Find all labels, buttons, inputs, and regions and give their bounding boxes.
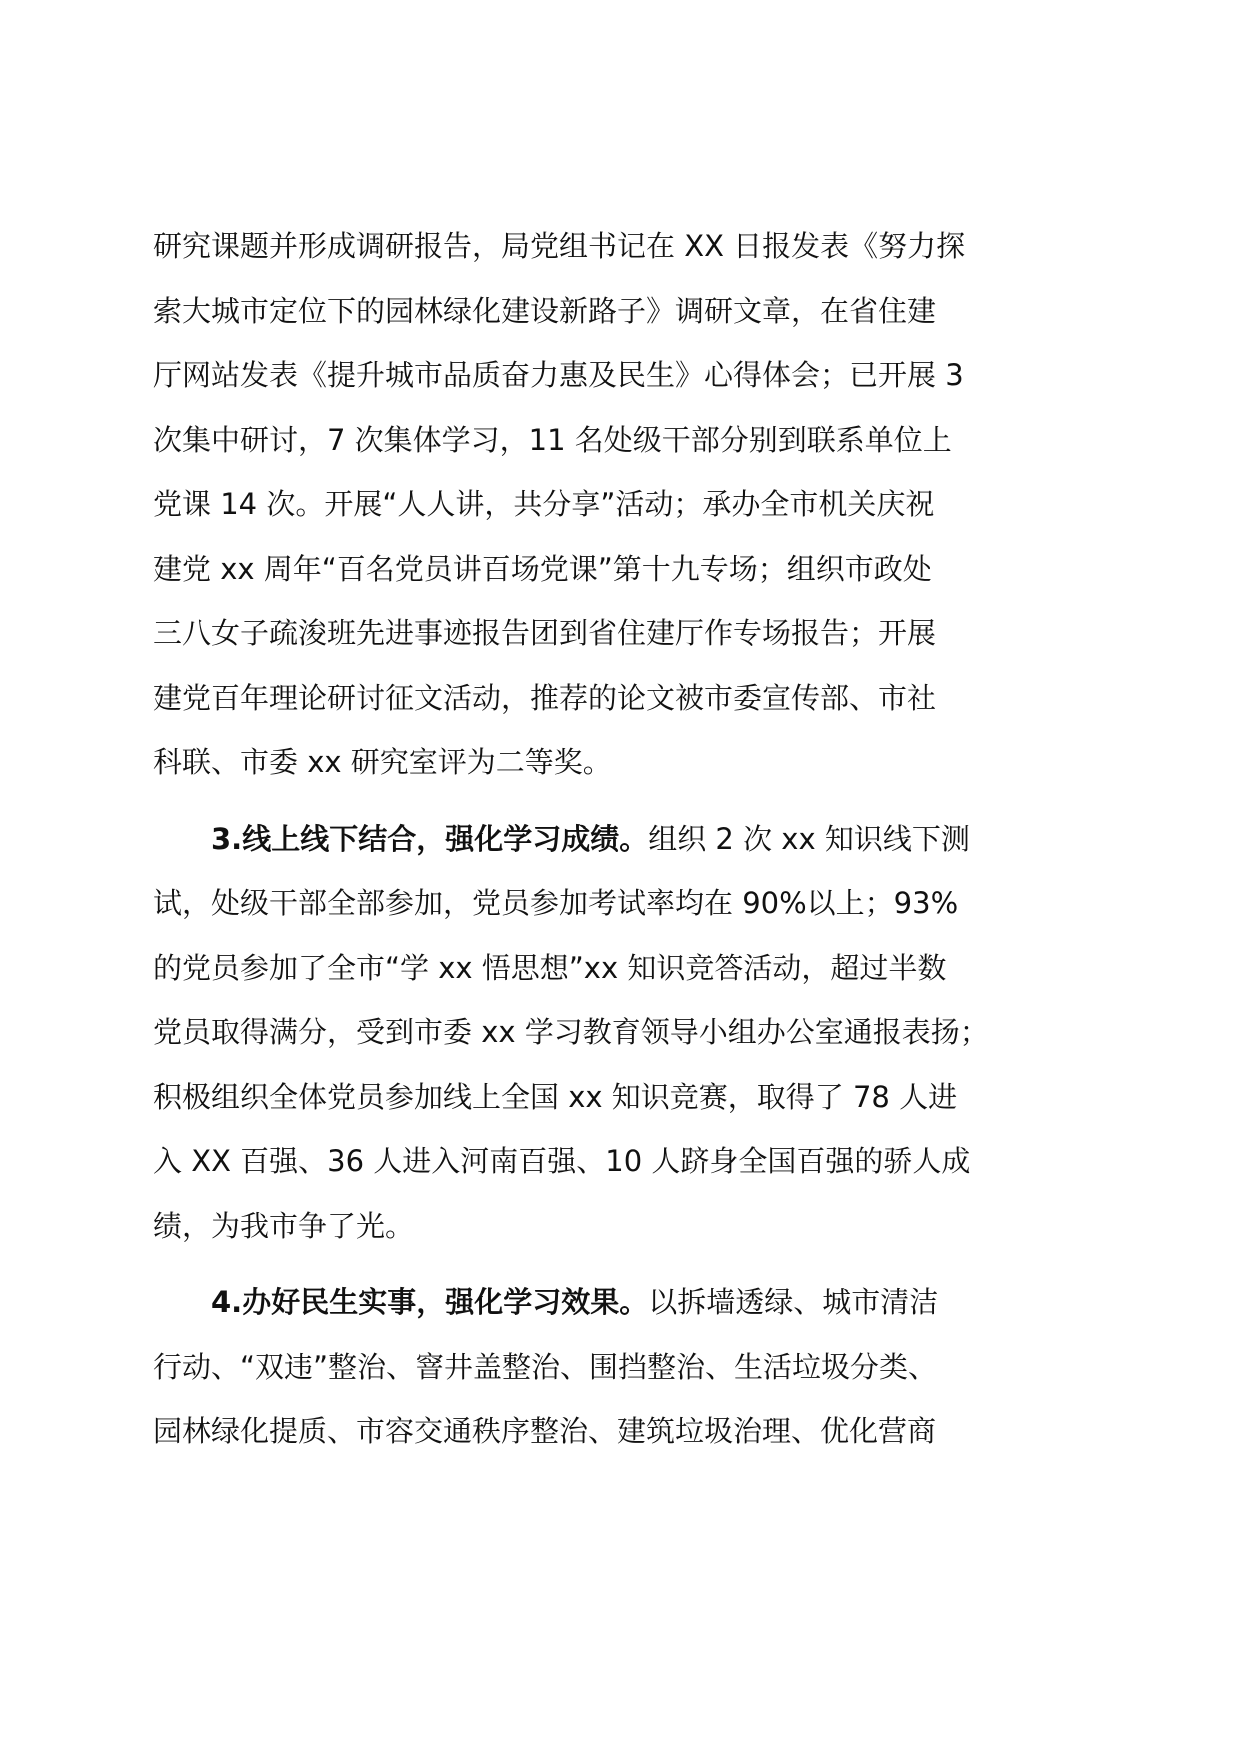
paragraph-line: 入 XX 百强、36 人进入河南百强、10 人跻身全国百强的骄人成 [153,1144,971,1178]
paragraph-first-line [153,807,1093,872]
document-body [153,214,1093,1464]
heading-trailing-text: 组织 2 次 xx 知识线下测 [648,821,970,856]
paragraph-gap [153,795,1093,807]
paragraph-line: 建党 xx 周年“百名党员讲百场党课”第十九专场；组织市政处 [153,551,932,586]
paragraph-line: 试，处级干部全部参加，党员参加考试率均在 90%以上；93% [153,886,959,920]
paragraph-line: 绩，为我市争了光。 [153,1208,415,1243]
paragraph-line: 党课 14 次。开展“人人讲，共分享”活动；承办全市机关庆祝 [153,487,935,521]
paragraph-line: 三八女子疏浚班先进事迹报告团到省住建厅作专场报告；开展 [153,616,937,650]
section-heading-4: 4.办好民生实事，强化学习效果。 [211,1285,649,1319]
paragraph-line: 索大城市定位下的园林绿化建设新路子》调研文章，在省住建 [153,293,937,328]
paragraph-line: 建党百年理论研讨征文活动，推荐的论文被市委宣传部、市社 [153,680,937,715]
paragraph-1 [153,214,1093,795]
section-heading-3: 3.线上线下结合，强化学习成绩。 [211,821,649,856]
paragraph-gap [153,1258,1093,1270]
paragraph-line: 次集中研讨，7 次集体学习，11 名处级干部分别到联系单位上 [153,422,952,457]
paragraph-line: 党员取得满分，受到市委 xx 学习教育领导小组办公室通报表扬； [153,1015,989,1049]
paragraph-line: 积极组织全体党员参加线上全国 xx 知识竞赛，取得了 78 人进 [153,1079,958,1114]
paragraph-line: 研究课题并形成调研报告，局党组书记在 XX 日报发表《努力探 [153,229,966,263]
paragraph-line: 科联、市委 xx 研究室评为二等奖。 [153,745,612,779]
paragraph-line: 的党员参加了全市“学 xx 悟思想”xx 知识竞答活动，超过半数 [153,950,947,985]
paragraph-3 [153,1270,1093,1464]
paragraph-line: 园林绿化提质、市容交通秩序整治、建筑垃圾治理、优化营商 [153,1414,937,1448]
paragraph-2 [153,807,1093,1259]
paragraph-line: 厅网站发表《提升城市品质奋力惠及民生》心得体会；已开展 3 [153,358,964,392]
heading-trailing-text: 以拆墙透绿、城市清洁 [648,1285,939,1319]
paragraph-first-line [153,1270,1093,1335]
paragraph-line: 行动、“双违”整治、窨井盖整治、围挡整治、生活垃圾分类、 [153,1349,938,1384]
